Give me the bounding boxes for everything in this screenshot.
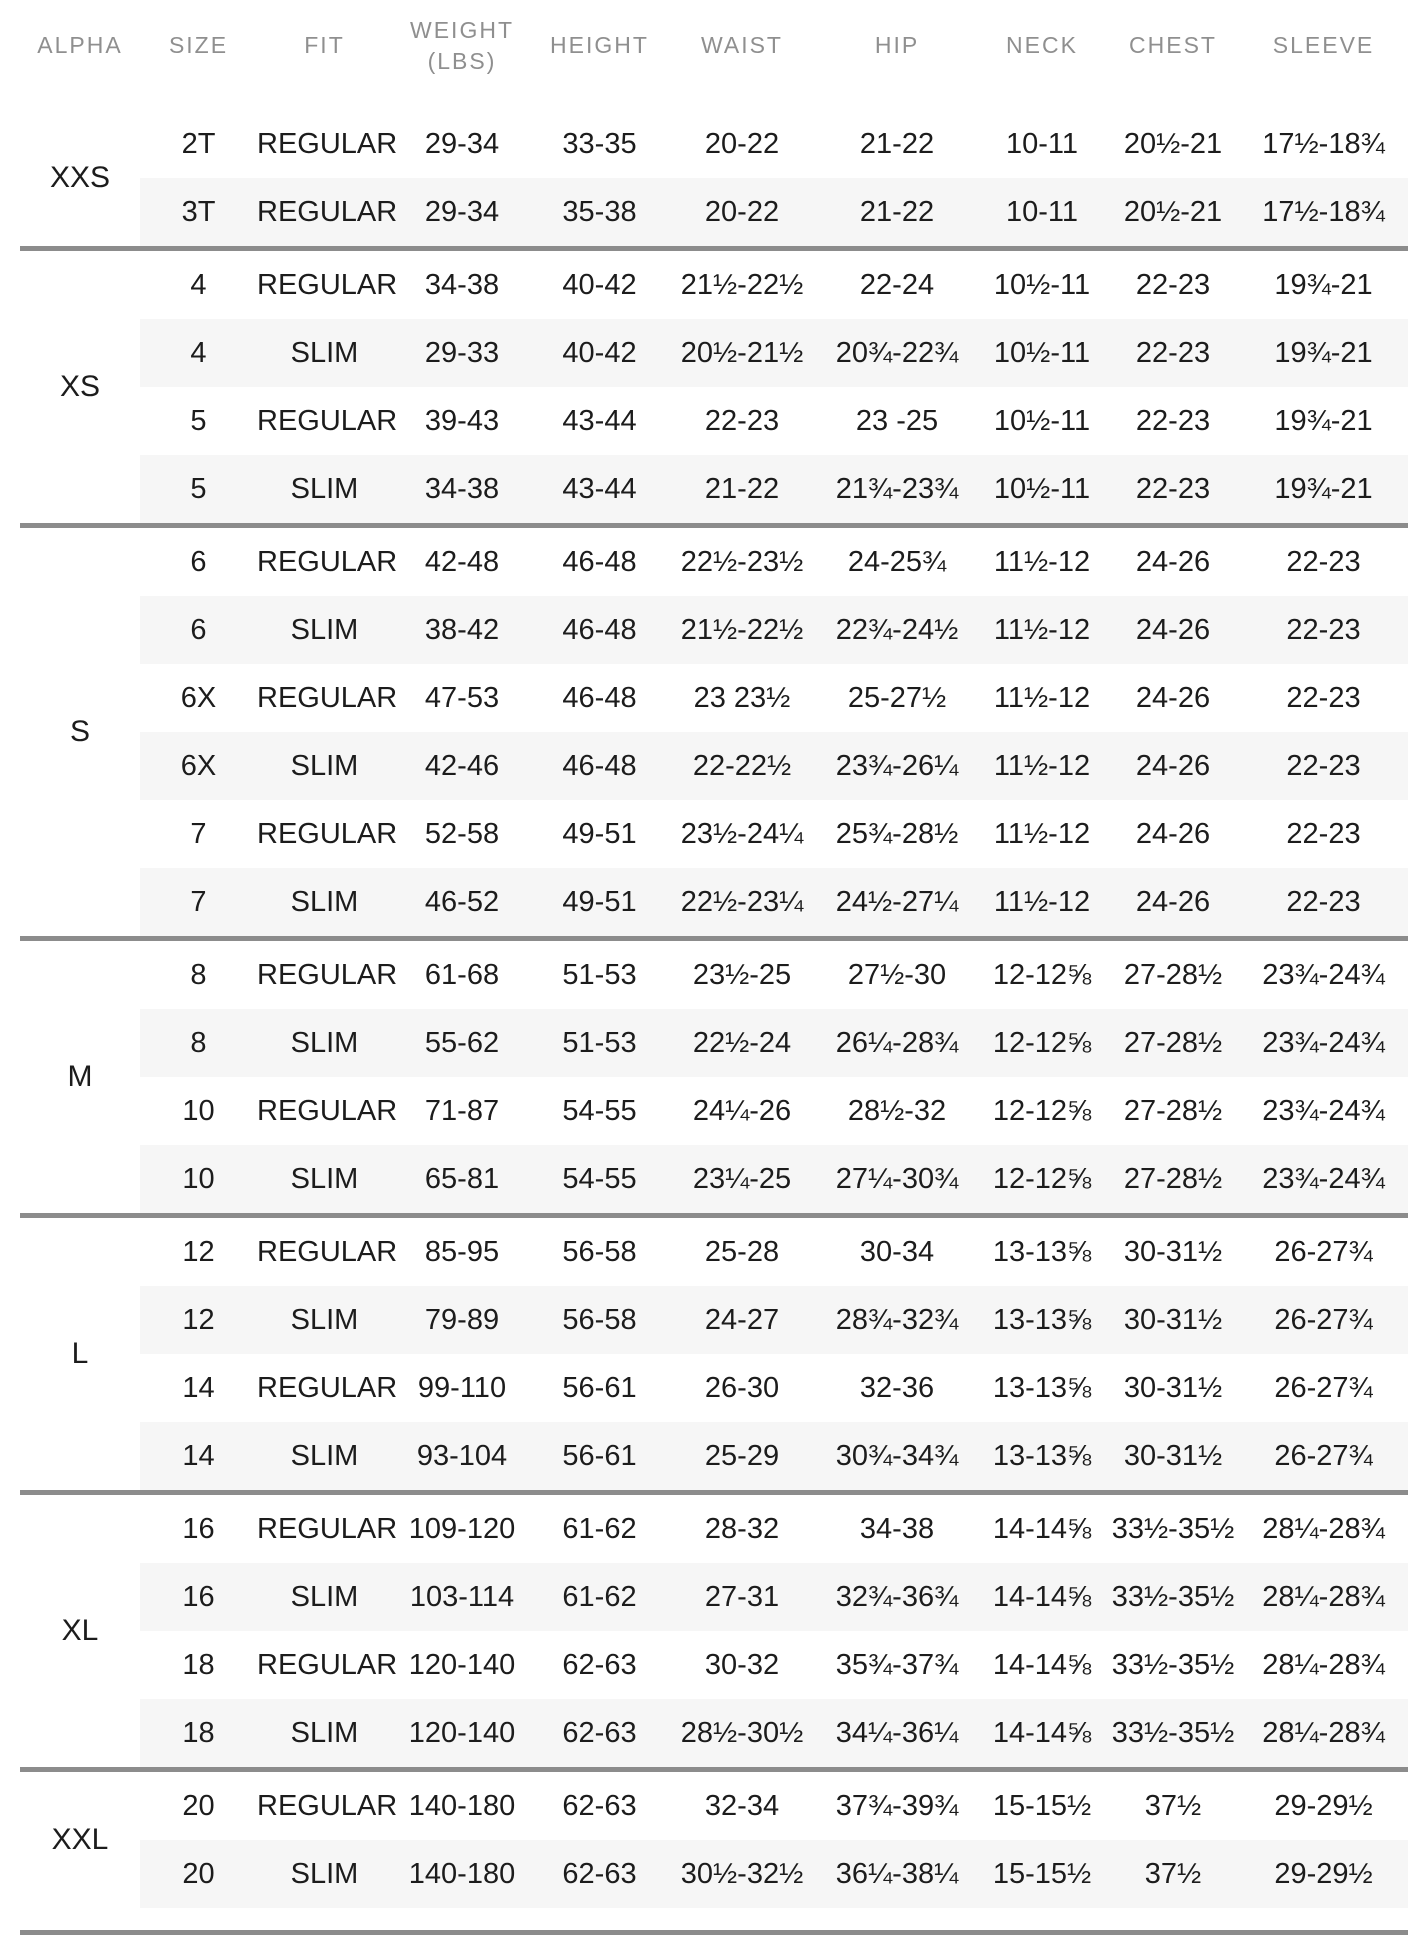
cell-size: 10 — [182, 1094, 215, 1127]
cell-weight: 55-62 — [424, 1026, 500, 1059]
cell-hip: 32-36 — [859, 1371, 935, 1404]
cell-fit: REGULAR — [257, 404, 398, 437]
cell-sleeve: 23¾-24¾ — [1262, 958, 1385, 991]
table-row — [140, 800, 1408, 868]
cell-size: 7 — [190, 817, 207, 850]
cell-fit: REGULAR — [257, 1094, 398, 1127]
alpha-label: XXL — [51, 1823, 109, 1856]
cell-neck: 10-11 — [1005, 127, 1079, 160]
cell-fit: REGULAR — [257, 1648, 398, 1681]
cell-neck: 10½-11 — [993, 336, 1091, 369]
alpha-label: M — [67, 1060, 93, 1093]
cell-waist: 23½-24¼ — [680, 817, 804, 850]
cell-neck: 15-15½ — [992, 1789, 1092, 1822]
cell-waist: 30½-32½ — [680, 1857, 804, 1890]
cell-hip: 22-24 — [859, 268, 935, 301]
cell-sleeve: 17½-18¾ — [1262, 127, 1385, 160]
cell-hip: 35¾-37¾ — [835, 1648, 959, 1681]
table-row — [140, 1009, 1408, 1077]
cell-waist: 28-32 — [704, 1512, 780, 1545]
cell-hip: 28½-32 — [847, 1094, 947, 1127]
cell-hip: 26¼-28¾ — [835, 1026, 959, 1059]
cell-weight: 99-110 — [417, 1371, 507, 1404]
cell-weight: 71-87 — [424, 1094, 500, 1127]
cell-hip: 21¾-23¾ — [835, 472, 959, 505]
column-header-size: SIZE — [168, 32, 229, 59]
cell-hip: 30¾-34¾ — [835, 1439, 959, 1472]
table-row — [140, 1077, 1408, 1145]
cell-fit: SLIM — [290, 613, 359, 646]
cell-neck: 14-14⅝ — [992, 1512, 1092, 1545]
cell-sleeve: 26-27¾ — [1274, 1371, 1373, 1404]
cell-weight: 120-140 — [408, 1716, 516, 1749]
cell-hip: 28¾-32¾ — [835, 1303, 959, 1336]
cell-neck: 10½-11 — [993, 268, 1091, 301]
column-header-hip: HIP — [874, 32, 920, 59]
cell-hip: 24½-27¼ — [835, 885, 959, 918]
cell-chest: 33½-35½ — [1111, 1580, 1235, 1613]
table-row — [140, 1422, 1408, 1490]
cell-weight: 34-38 — [424, 472, 500, 505]
cell-neck: 12-12⅝ — [992, 958, 1092, 991]
table-row — [140, 868, 1408, 936]
cell-fit: SLIM — [290, 472, 359, 505]
cell-neck: 10½-11 — [993, 472, 1091, 505]
cell-size: 7 — [190, 885, 207, 918]
cell-chest: 22-23 — [1135, 404, 1211, 437]
cell-chest: 24-26 — [1135, 749, 1211, 782]
cell-chest: 22-23 — [1135, 336, 1211, 369]
cell-height: 62-63 — [562, 1648, 637, 1681]
cell-weight: 79-89 — [424, 1303, 500, 1336]
cell-weight: 103-114 — [409, 1580, 515, 1613]
table-row — [140, 528, 1408, 596]
size-group-xs — [20, 251, 1408, 523]
cell-sleeve: 17½-18¾ — [1262, 195, 1385, 228]
cell-waist: 25-29 — [704, 1439, 780, 1472]
cell-fit: SLIM — [290, 1857, 359, 1890]
cell-weight: 109-120 — [408, 1512, 516, 1545]
cell-weight: 38-42 — [424, 613, 500, 646]
cell-neck: 11½-12 — [993, 817, 1091, 850]
cell-height: 61-62 — [562, 1512, 637, 1545]
cell-waist: 20-22 — [704, 127, 780, 160]
cell-waist: 22½-23½ — [680, 545, 804, 578]
cell-sleeve: 22-23 — [1286, 885, 1361, 918]
cell-sleeve: 22-23 — [1286, 613, 1361, 646]
cell-chest: 30-31½ — [1123, 1371, 1223, 1404]
cell-fit: REGULAR — [257, 268, 398, 301]
cell-weight: 140-180 — [408, 1789, 516, 1822]
table-row — [140, 1631, 1408, 1699]
cell-waist: 22½-23¼ — [680, 885, 804, 918]
cell-neck: 11½-12 — [993, 545, 1091, 578]
cell-chest: 37½ — [1144, 1789, 1202, 1822]
group-rows — [140, 941, 1408, 1213]
cell-hip: 37¾-39¾ — [835, 1789, 959, 1822]
cell-chest: 24-26 — [1135, 613, 1211, 646]
cell-neck: 14-14⅝ — [992, 1716, 1092, 1749]
cell-weight: 120-140 — [408, 1648, 516, 1681]
cell-size: 5 — [190, 404, 207, 437]
cell-fit: REGULAR — [257, 681, 398, 714]
cell-weight: 46-52 — [424, 885, 500, 918]
cell-chest: 20½-21 — [1123, 127, 1223, 160]
cell-hip: 23 -25 — [855, 404, 939, 437]
table-row — [140, 1563, 1408, 1631]
cell-size: 8 — [190, 1026, 207, 1059]
cell-sleeve: 26-27¾ — [1274, 1439, 1373, 1472]
cell-sleeve: 28¼-28¾ — [1262, 1716, 1385, 1749]
cell-chest: 24-26 — [1135, 885, 1211, 918]
size-chart-table — [20, 110, 1408, 1935]
size-group-m — [20, 941, 1408, 1213]
table-row — [140, 387, 1408, 455]
cell-waist: 20½-21½ — [680, 336, 804, 369]
cell-size: 14 — [182, 1439, 215, 1472]
cell-weight: 140-180 — [408, 1857, 516, 1890]
table-row — [140, 1354, 1408, 1422]
cell-weight: 65-81 — [424, 1162, 500, 1195]
cell-height: 62-63 — [562, 1716, 637, 1749]
cell-chest: 27-28½ — [1123, 1162, 1223, 1195]
cell-fit: SLIM — [290, 1580, 359, 1613]
cell-fit: SLIM — [290, 1716, 359, 1749]
cell-weight: 93-104 — [416, 1439, 508, 1472]
table-row — [140, 596, 1408, 664]
column-header-waist: WAIST — [701, 32, 783, 59]
cell-hip: 21-22 — [859, 127, 935, 160]
cell-neck: 12-12⅝ — [992, 1094, 1092, 1127]
cell-sleeve: 29-29½ — [1274, 1789, 1373, 1822]
size-group-l — [20, 1218, 1408, 1490]
cell-fit: SLIM — [290, 1303, 359, 1336]
cell-waist: 21½-22½ — [680, 268, 804, 301]
cell-neck: 15-15½ — [992, 1857, 1092, 1890]
table-row — [140, 110, 1408, 178]
cell-hip: 30-34 — [859, 1235, 935, 1268]
cell-height: 46-48 — [562, 545, 637, 578]
cell-neck: 10½-11 — [993, 404, 1091, 437]
cell-sleeve: 26-27¾ — [1274, 1303, 1373, 1336]
cell-neck: 14-14⅝ — [992, 1580, 1092, 1613]
cell-chest: 22-23 — [1135, 472, 1211, 505]
cell-waist: 26-30 — [704, 1371, 780, 1404]
cell-weight: 47-53 — [424, 681, 500, 714]
cell-height: 56-61 — [562, 1371, 637, 1404]
cell-hip: 22¾-24½ — [835, 613, 959, 646]
cell-waist: 32-34 — [704, 1789, 780, 1822]
cell-fit: REGULAR — [257, 817, 398, 850]
table-row — [140, 941, 1408, 1009]
cell-sleeve: 22-23 — [1286, 681, 1361, 714]
cell-weight: 29-34 — [424, 195, 500, 228]
size-group-xxl — [20, 1772, 1408, 1908]
cell-neck: 14-14⅝ — [992, 1648, 1092, 1681]
cell-size: 8 — [190, 958, 207, 991]
cell-neck: 13-13⅝ — [992, 1439, 1092, 1472]
cell-hip: 20¾-22¾ — [835, 336, 959, 369]
cell-fit: SLIM — [290, 1162, 359, 1195]
cell-height: 54-55 — [562, 1162, 637, 1195]
cell-height: 46-48 — [562, 613, 637, 646]
alpha-label: S — [69, 715, 90, 748]
table-row — [140, 732, 1408, 800]
alpha-label: XS — [59, 370, 101, 403]
cell-weight: 52-58 — [424, 817, 500, 850]
cell-weight: 29-34 — [424, 127, 500, 160]
table-row — [140, 1218, 1408, 1286]
alpha-label: XXS — [49, 161, 111, 194]
cell-waist: 30-32 — [704, 1648, 780, 1681]
cell-weight: 29-33 — [424, 336, 500, 369]
cell-neck: 12-12⅝ — [992, 1162, 1092, 1195]
cell-height: 54-55 — [562, 1094, 637, 1127]
cell-height: 40-42 — [562, 336, 637, 369]
cell-chest: 33½-35½ — [1111, 1716, 1235, 1749]
cell-height: 49-51 — [562, 885, 637, 918]
cell-chest: 24-26 — [1135, 817, 1211, 850]
cell-sleeve: 28¼-28¾ — [1262, 1580, 1385, 1613]
group-rows — [140, 1772, 1408, 1908]
cell-height: 56-58 — [562, 1303, 637, 1336]
column-header-fit: FIT — [304, 32, 345, 59]
column-header-weight: WEIGHT (LBS) — [410, 16, 514, 74]
cell-size: 14 — [182, 1371, 215, 1404]
cell-chest: 24-26 — [1135, 545, 1211, 578]
cell-hip: 21-22 — [859, 195, 935, 228]
cell-fit: REGULAR — [257, 1371, 398, 1404]
cell-height: 51-53 — [562, 958, 637, 991]
cell-chest: 22-23 — [1135, 268, 1211, 301]
cell-fit: REGULAR — [257, 1789, 398, 1822]
cell-fit: SLIM — [290, 885, 359, 918]
column-header-chest: CHEST — [1129, 32, 1217, 59]
group-rows — [140, 251, 1408, 523]
table-row — [140, 251, 1408, 319]
cell-fit: SLIM — [290, 1026, 359, 1059]
cell-size: 16 — [182, 1580, 215, 1613]
cell-size: 12 — [182, 1303, 215, 1336]
cell-chest: 27-28½ — [1123, 1026, 1223, 1059]
cell-waist: 28½-30½ — [680, 1716, 804, 1749]
cell-waist: 20-22 — [704, 195, 780, 228]
cell-size: 4 — [190, 336, 207, 369]
cell-weight: 34-38 — [424, 268, 500, 301]
cell-height: 43-44 — [562, 472, 637, 505]
cell-sleeve: 22-23 — [1286, 749, 1361, 782]
cell-waist: 23¼-25 — [692, 1162, 792, 1195]
cell-hip: 36¼-38¼ — [835, 1857, 959, 1890]
cell-size: 3T — [181, 195, 216, 228]
cell-neck: 13-13⅝ — [992, 1371, 1092, 1404]
cell-waist: 25-28 — [704, 1235, 780, 1268]
cell-neck: 11½-12 — [993, 885, 1091, 918]
cell-waist: 24-27 — [704, 1303, 780, 1336]
size-group-xl — [20, 1495, 1408, 1767]
cell-size: 18 — [182, 1716, 215, 1749]
table-row — [140, 1772, 1408, 1840]
cell-size: 16 — [182, 1512, 215, 1545]
cell-hip: 34-38 — [859, 1512, 935, 1545]
cell-sleeve: 19¾-21 — [1274, 336, 1373, 369]
cell-hip: 27¼-30¾ — [835, 1162, 959, 1195]
cell-size: 5 — [190, 472, 207, 505]
group-rows — [140, 528, 1408, 936]
cell-sleeve: 29-29½ — [1274, 1857, 1373, 1890]
cell-height: 56-61 — [562, 1439, 637, 1472]
cell-size: 6X — [180, 681, 217, 714]
table-row — [140, 455, 1408, 523]
cell-size: 6 — [190, 613, 207, 646]
cell-size: 10 — [182, 1162, 215, 1195]
cell-neck: 10-11 — [1005, 195, 1079, 228]
cell-neck: 13-13⅝ — [992, 1235, 1092, 1268]
cell-fit: REGULAR — [257, 1235, 398, 1268]
cell-hip: 23¾-26¼ — [835, 749, 959, 782]
cell-weight: 61-68 — [424, 958, 500, 991]
cell-neck: 13-13⅝ — [992, 1303, 1092, 1336]
table-row — [140, 1840, 1408, 1908]
cell-hip: 24-25¾ — [847, 545, 947, 578]
cell-weight: 42-48 — [424, 545, 500, 578]
cell-chest: 37½ — [1144, 1857, 1202, 1890]
cell-fit: SLIM — [290, 749, 359, 782]
cell-fit: SLIM — [290, 336, 359, 369]
cell-hip: 25¾-28½ — [835, 817, 959, 850]
cell-chest: 30-31½ — [1123, 1439, 1223, 1472]
table-row — [140, 664, 1408, 732]
cell-chest: 20½-21 — [1123, 195, 1223, 228]
column-header-alpha: ALPHA — [37, 32, 123, 59]
cell-height: 51-53 — [562, 1026, 637, 1059]
bottom-divider — [20, 1930, 1408, 1935]
table-row — [140, 1286, 1408, 1354]
cell-fit: REGULAR — [257, 195, 398, 228]
cell-chest: 33½-35½ — [1111, 1512, 1235, 1545]
cell-height: 61-62 — [562, 1580, 637, 1613]
table-row — [140, 178, 1408, 246]
cell-fit: REGULAR — [257, 1512, 398, 1545]
cell-size: 18 — [182, 1648, 215, 1681]
cell-weight: 39-43 — [424, 404, 500, 437]
cell-size: 6 — [190, 545, 207, 578]
cell-waist: 21½-22½ — [680, 613, 804, 646]
cell-height: 62-63 — [562, 1857, 637, 1890]
cell-height: 56-58 — [562, 1235, 637, 1268]
cell-sleeve: 23¾-24¾ — [1262, 1094, 1385, 1127]
alpha-label: XL — [61, 1614, 99, 1647]
cell-waist: 23½-25 — [692, 958, 792, 991]
size-group-xxs — [20, 110, 1408, 246]
cell-waist: 21-22 — [704, 472, 780, 505]
cell-chest: 30-31½ — [1123, 1303, 1223, 1336]
cell-chest: 27-28½ — [1123, 1094, 1223, 1127]
column-header-neck: NECK — [1006, 32, 1078, 59]
cell-chest: 27-28½ — [1123, 958, 1223, 991]
cell-sleeve: 26-27¾ — [1274, 1235, 1373, 1268]
cell-sleeve: 22-23 — [1286, 817, 1361, 850]
table-row — [140, 1495, 1408, 1563]
cell-neck: 12-12⅝ — [992, 1026, 1092, 1059]
cell-fit: REGULAR — [257, 127, 398, 160]
cell-size: 20 — [182, 1789, 215, 1822]
cell-hip: 27½-30 — [847, 958, 947, 991]
group-rows — [140, 1218, 1408, 1490]
group-rows — [140, 110, 1408, 246]
group-rows — [140, 1495, 1408, 1767]
cell-waist: 22-22½ — [692, 749, 792, 782]
cell-hip: 25-27½ — [847, 681, 947, 714]
cell-neck: 11½-12 — [993, 681, 1091, 714]
cell-weight: 85-95 — [424, 1235, 500, 1268]
cell-height: 46-48 — [562, 681, 637, 714]
cell-sleeve: 22-23 — [1286, 545, 1361, 578]
cell-fit: SLIM — [290, 1439, 359, 1472]
cell-chest: 30-31½ — [1123, 1235, 1223, 1268]
cell-waist: 27-31 — [704, 1580, 780, 1613]
alpha-label: L — [71, 1337, 89, 1370]
cell-size: 6X — [180, 749, 217, 782]
cell-height: 40-42 — [562, 268, 637, 301]
cell-sleeve: 28¼-28¾ — [1262, 1512, 1385, 1545]
table-row — [140, 319, 1408, 387]
column-header-height: HEIGHT — [550, 32, 649, 59]
cell-hip: 32¾-36¾ — [835, 1580, 959, 1613]
cell-weight: 42-46 — [424, 749, 500, 782]
column-header-sleeve: SLEEVE — [1272, 32, 1375, 59]
cell-height: 35-38 — [562, 195, 637, 228]
cell-height: 49-51 — [562, 817, 637, 850]
cell-sleeve: 23¾-24¾ — [1262, 1026, 1385, 1059]
cell-hip: 34¼-36¼ — [835, 1716, 959, 1749]
cell-size: 12 — [182, 1235, 215, 1268]
table-row — [140, 1699, 1408, 1767]
cell-waist: 24¼-26 — [692, 1094, 792, 1127]
cell-size: 2T — [181, 127, 216, 160]
cell-size: 20 — [182, 1857, 215, 1890]
table-row — [140, 1145, 1408, 1213]
cell-waist: 22-23 — [704, 404, 780, 437]
cell-fit: REGULAR — [257, 958, 398, 991]
cell-height: 43-44 — [562, 404, 637, 437]
cell-chest: 24-26 — [1135, 681, 1211, 714]
cell-height: 46-48 — [562, 749, 637, 782]
cell-neck: 11½-12 — [993, 613, 1091, 646]
cell-waist: 22½-24 — [692, 1026, 792, 1059]
cell-height: 62-63 — [562, 1789, 637, 1822]
cell-sleeve: 28¼-28¾ — [1262, 1648, 1385, 1681]
cell-fit: REGULAR — [257, 545, 398, 578]
cell-sleeve: 19¾-21 — [1274, 268, 1373, 301]
size-group-s — [20, 528, 1408, 936]
cell-neck: 11½-12 — [993, 749, 1091, 782]
cell-sleeve: 19¾-21 — [1274, 404, 1373, 437]
cell-chest: 33½-35½ — [1111, 1648, 1235, 1681]
cell-size: 4 — [190, 268, 207, 301]
table-header — [20, 0, 1408, 110]
cell-sleeve: 19¾-21 — [1274, 472, 1373, 505]
cell-sleeve: 23¾-24¾ — [1262, 1162, 1385, 1195]
cell-waist: 23 23½ — [693, 681, 791, 714]
cell-height: 33-35 — [562, 127, 637, 160]
